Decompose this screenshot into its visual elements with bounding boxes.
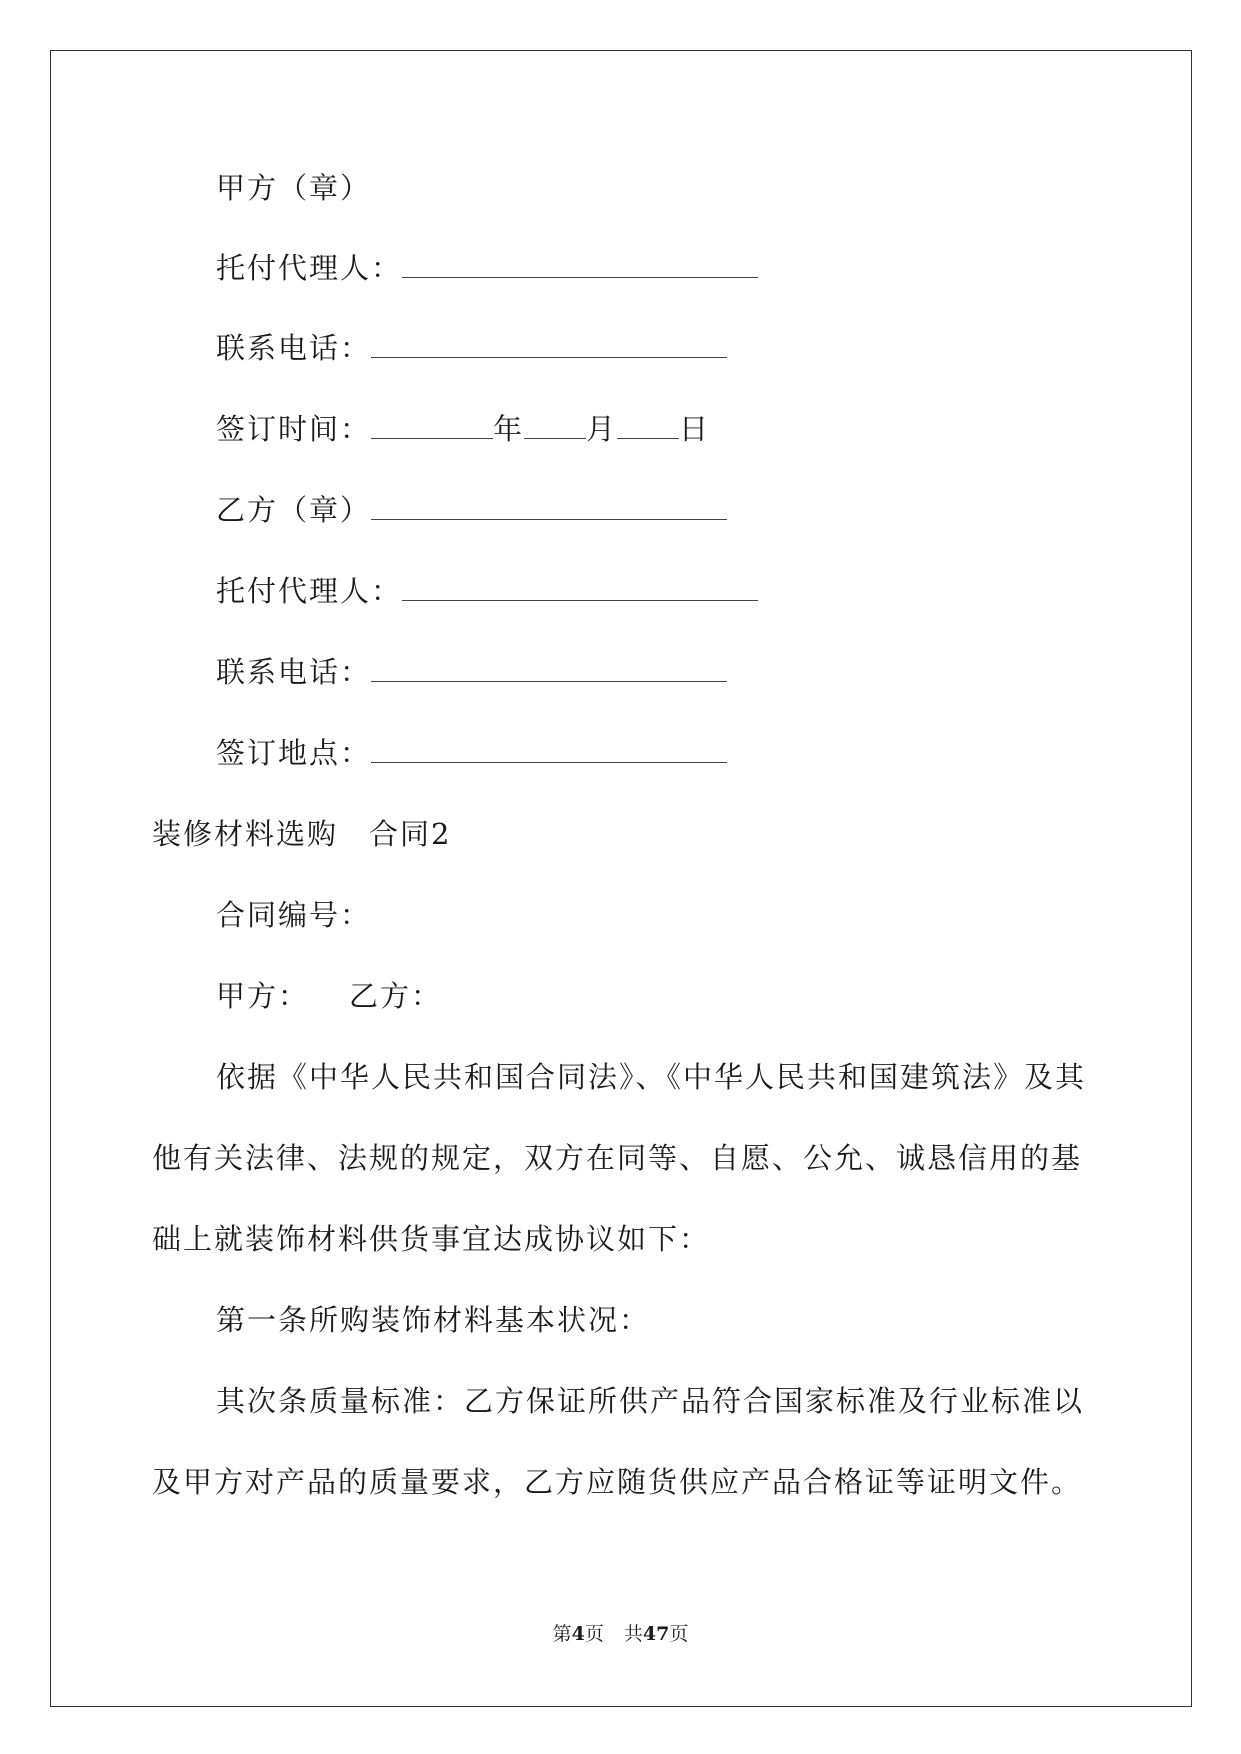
sign-place-blank xyxy=(371,736,727,763)
total-pages: 47 xyxy=(642,1623,670,1645)
month-label: 月 xyxy=(586,412,618,446)
page-footer xyxy=(0,1622,1241,1646)
agent-label: 托付代理人： xyxy=(216,574,403,608)
party-a-label: 甲方： xyxy=(216,979,310,1013)
parties-line xyxy=(216,976,442,1016)
agent-blank xyxy=(402,251,758,278)
paragraph-text: 其次条质量标准：乙方保证所供产品符合国家标准及行业标准以 xyxy=(216,1384,1085,1418)
footer-prefix: 第 xyxy=(552,1623,572,1645)
sign-time-label: 签订时间： xyxy=(216,412,372,446)
party-a-seal-label: 甲方（章） xyxy=(216,171,372,205)
day-blank xyxy=(617,412,679,439)
paragraph-1-line-1 xyxy=(216,1057,1086,1097)
phone-line-1 xyxy=(216,328,727,368)
year-label: 年 xyxy=(493,412,525,446)
year-blank xyxy=(371,412,493,439)
contract-title xyxy=(152,814,451,854)
party-b-label: 乙方： xyxy=(349,979,443,1013)
footer-total-suffix: 页 xyxy=(669,1623,689,1645)
phone-label: 联系电话： xyxy=(216,331,372,365)
contract-number-label: 合同编号： xyxy=(216,898,372,932)
sign-place-label: 签订地点： xyxy=(216,736,372,770)
phone-line-2 xyxy=(216,652,727,692)
paragraph-1-line-3 xyxy=(152,1219,710,1259)
agent-blank xyxy=(402,574,758,601)
footer-page-suffix: 页 xyxy=(584,1623,604,1645)
party-b-seal-line xyxy=(216,490,727,530)
contract-title-text: 装修材料选购 合同2 xyxy=(152,817,452,851)
article-text: 第一条所购装饰材料基本状况： xyxy=(216,1303,651,1337)
contract-number-line xyxy=(216,895,371,935)
sign-time-line xyxy=(216,409,710,449)
paragraph-text: 础上就装饰材料供货事宜达成协议如下： xyxy=(152,1222,711,1256)
agent-line-2 xyxy=(216,571,758,611)
footer-total-prefix: 共 xyxy=(623,1623,643,1645)
phone-blank xyxy=(371,331,727,358)
month-blank xyxy=(524,412,586,439)
party-b-seal-blank xyxy=(371,493,727,520)
sign-place-line xyxy=(216,733,727,773)
party-b-seal-label: 乙方（章） xyxy=(216,493,372,527)
paragraph-1-line-2 xyxy=(152,1138,1082,1178)
phone-blank xyxy=(371,655,727,682)
agent-line-1 xyxy=(216,248,758,288)
article-1 xyxy=(216,1300,650,1340)
page-number: 4 xyxy=(571,1623,585,1645)
paragraph-2-line-1 xyxy=(216,1381,1084,1421)
day-label: 日 xyxy=(679,412,711,446)
paragraph-text: 他有关法律、法规的规定，双方在同等、自愿、公允、诚恳信用的基 xyxy=(152,1141,1083,1175)
paragraph-2-line-2 xyxy=(152,1462,1082,1502)
agent-label: 托付代理人： xyxy=(216,251,403,285)
paragraph-text: 依据《中华人民共和国合同法》、《中华人民共和国建筑法》及其 xyxy=(216,1060,1087,1094)
party-a-seal-line xyxy=(216,168,371,208)
page-border xyxy=(50,50,1192,1707)
phone-label: 联系电话： xyxy=(216,655,372,689)
paragraph-text: 及甲方对产品的质量要求，乙方应随货供应产品合格证等证明文件。 xyxy=(152,1465,1083,1499)
